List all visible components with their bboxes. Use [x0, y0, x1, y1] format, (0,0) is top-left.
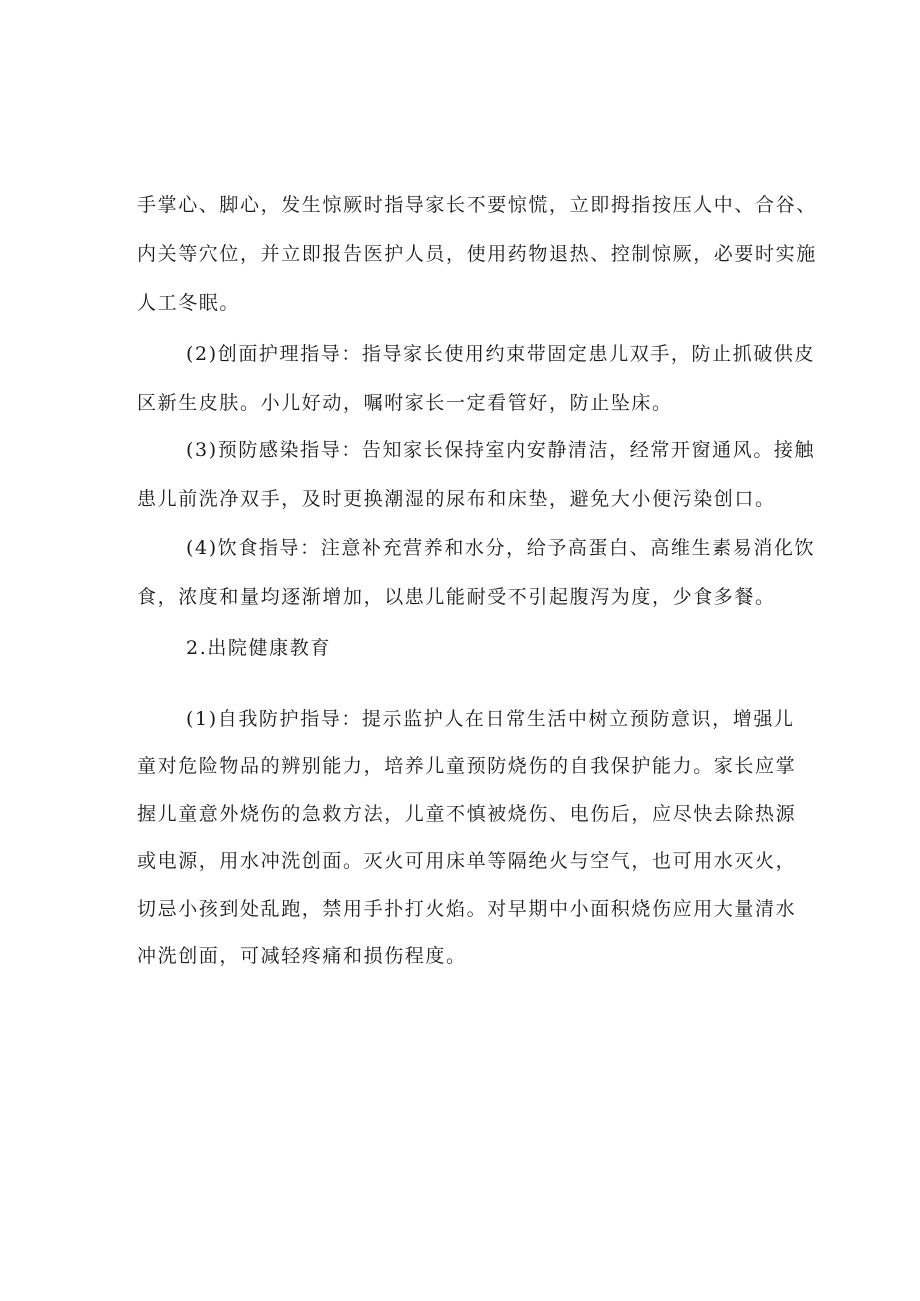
paragraph-line: 手掌心、脚心，发生惊厥时指导家长不要惊慌，立即拇指按压人中、合谷、: [137, 194, 817, 216]
paragraph-line: 切忌小孩到处乱跑，禁用手扑打火焰。对早期中小面积烧伤应用大量清水: [137, 898, 797, 920]
paragraph-line: 童对危险物品的辨别能力，培养儿童预防烧伤的自我保护能力。家长应掌: [137, 755, 797, 777]
paragraph-line: (3)预防感染指导：告知家长保持室内安静清洁，经常开窗通风。接触: [186, 439, 816, 461]
section-heading: 2.出院健康教育: [186, 637, 331, 659]
paragraph-line: 冲洗创面，可减轻疼痛和损伤程度。: [137, 945, 467, 967]
paragraph-line: 或电源，用水冲洗创面。灭火可用床单等隔绝火与空气，也可用水灭火，: [137, 850, 797, 872]
paragraph-line: 食，浓度和量均逐渐增加，以患儿能耐受不引起腹泻为度，少食多餐。: [137, 586, 776, 608]
paragraph-line: (2)创面护理指导：指导家长使用约束带固定患儿双手，防止抓破供皮: [186, 343, 816, 365]
paragraph-line: (1)自我防护指导：提示监护人在日常生活中树立预防意识，增强儿: [186, 708, 795, 730]
paragraph-line: (4)饮食指导：注意补充营养和水分，给予高蛋白、高维生素易消化饮: [186, 537, 816, 559]
paragraph-line: 区新生皮肤。小儿好动，嘱咐家长一定看管好，防止坠床。: [137, 392, 673, 414]
paragraph-line: 握儿童意外烧伤的急救方法，儿童不慎被烧伤、电伤后，应尽快去除热源: [137, 803, 797, 825]
paragraph-line: 人工冬眠。: [137, 292, 241, 314]
paragraph-line: 内关等穴位，并立即报告医护人员，使用药物退热、控制惊厥，必要时实施: [137, 243, 817, 265]
paragraph-line: 患儿前洗净双手，及时更换潮湿的尿布和床垫，避免大小便污染创口。: [137, 488, 776, 510]
